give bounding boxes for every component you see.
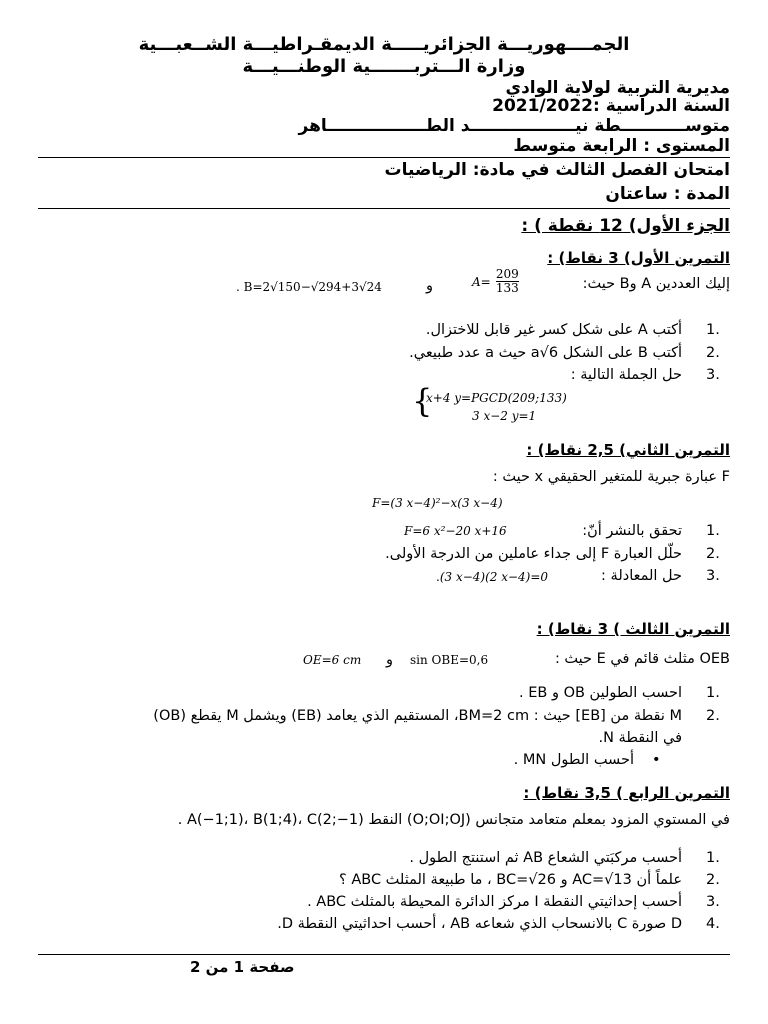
ex4-q1-number: 1. [706, 850, 720, 866]
ex3-intro: OEB مثلث قائم في E حيث : [554, 651, 730, 667]
ex4-q4-number: 4. [706, 916, 720, 932]
header-school: متوســـــــــــطة نيــــــــــــــــــد الطـــــــــــــــــاهر [298, 116, 730, 136]
ex2-title: التمرين الثاني) 2,5 نقاط) : [526, 441, 730, 459]
exam-duration: المدة : ساعتان [605, 184, 730, 204]
ex2-f-definition: F=(3 x−4)²−x(3 x−4) [372, 496, 503, 510]
ex4-intro: في المستوي المزود بمعلم متعامد متجانس (O;OI;OJ) النقط A(−1;1)، B(1;4)، C(2;−1) . [177, 812, 730, 828]
ex3-q2-mn: أحسب الطول MN . [513, 752, 634, 768]
ex1-q3-number: 3. [706, 367, 720, 383]
header-republic: الجمــــهوريـــة الجزائريـــــة الديمقـراطيـــة الشــعبـــية [138, 34, 630, 55]
ex1-title: التمرين الأول) 3 نقاط) : [547, 249, 730, 267]
part1-title: الجزء الأول) 12 نقطة ) : [521, 216, 730, 236]
ex4-q2-number: 2. [706, 872, 720, 888]
exam-title: امتحان الفصل الثالث في مادة: الرياضيات [384, 160, 730, 180]
ex3-q1: احسب الطولين OB و EB . [519, 685, 682, 701]
ex1-q1-number: 1. [706, 322, 720, 338]
ex1-a-label: A= [472, 275, 491, 289]
ex2-intro: F عبارة جبرية للمتغير الحقيقي x حيث : [492, 469, 730, 485]
ex4-title: التمرين الرابع ) 3,5 نقاط) : [523, 784, 730, 802]
ex3-q2-number: 2. [706, 708, 720, 724]
ex4-q1: أحسب مركبَتي الشعاع AB ثم استنتج الطول . [409, 850, 682, 866]
ex2-q3-number: 3. [706, 568, 720, 584]
ex3-q2: M نقطة من [EB] حيث : BM=2 cm، المستقيم الذي يعامد (EB) ويشمل M يقطع (OB) [153, 708, 682, 724]
ex1-q1: أكتب A على شكل كسر غير قابل للاختزال. [425, 322, 682, 338]
ex1-q3: حل الجملة التالية : [570, 367, 682, 383]
ex2-q1-expression: F=6 x²−20 x+16 [404, 524, 507, 538]
ex1-a-numerator: 209 [495, 267, 519, 281]
ex3-oe-length: OE=6 cm [303, 653, 362, 667]
ex1-intro: إليك العددين A وB حيث: [582, 276, 730, 292]
header-directorate: مديرية التربية لولاية الوادي [505, 78, 730, 98]
ex1-system-brace: { [412, 382, 433, 420]
ex2-q3: حل المعادلة : [601, 568, 682, 584]
header-school-year: السنة الدراسية :2021/2022 [492, 96, 730, 116]
ex4-q3: أحسب إحداثيتي النقطة I مركز الدائرة المحيطة بالمثلث ABC . [307, 894, 682, 910]
ex1-system-eq2: 3 x−2 y=1 [472, 409, 537, 423]
ex4-q4: D صورة C بالانسحاب الذي شعاعه AB ، أحسب احداثيتي النقطة D. [277, 916, 682, 932]
ex2-q2-number: 2. [706, 546, 720, 562]
ex1-a-denominator: 133 [495, 281, 519, 295]
ex3-title: التمرين الثالث ) 3 نقاط) : [536, 620, 730, 638]
ex2-q1: تحقق بالنشر أنّ: [582, 523, 682, 539]
ex1-and: و [426, 278, 434, 294]
header-divider-2 [38, 208, 730, 209]
ex2-q3-equation: .(3 x−4)(2 x−4)=0 [436, 570, 549, 584]
ex3-q1-number: 1. [706, 685, 720, 701]
ex2-q1-number: 1. [706, 523, 720, 539]
ex2-q2: حلّل العبارة F إلى جداء عاملين من الدرجة الأولى. [385, 546, 682, 562]
ex1-q2-number: 2. [706, 345, 720, 361]
header-ministry: وزارة الـــتربـــــــية الوطنـــيـــة [242, 56, 526, 77]
header-level: المستوى : الرابعة متوسط [513, 136, 730, 156]
ex1-q2: أكتب B على الشكل a√6 حيث a عدد طبيعي. [409, 345, 682, 361]
ex3-sine: sin OBE=0,6 [410, 653, 489, 667]
ex1-system-eq1: x+4 y=PGCD(209;133) [426, 391, 567, 405]
ex1-a-fraction [496, 268, 519, 295]
ex3-and: و [386, 652, 394, 668]
ex1-b-definition: . B=2√150−√294+3√24 [236, 280, 382, 294]
ex1-a-definition [472, 268, 519, 295]
page-number: صفحة 1 من 2 [190, 958, 295, 976]
ex4-q3-number: 3. [706, 894, 720, 910]
footer-divider [38, 954, 730, 955]
ex3-q2-continued: في النقطة N. [598, 730, 682, 746]
header-divider-1 [38, 157, 730, 158]
ex4-q2: علماً أن AC=√13 و BC=√26 ، ما طبيعة المثلث ABC ؟ [339, 872, 682, 888]
ex3-bullet: • [652, 752, 661, 768]
